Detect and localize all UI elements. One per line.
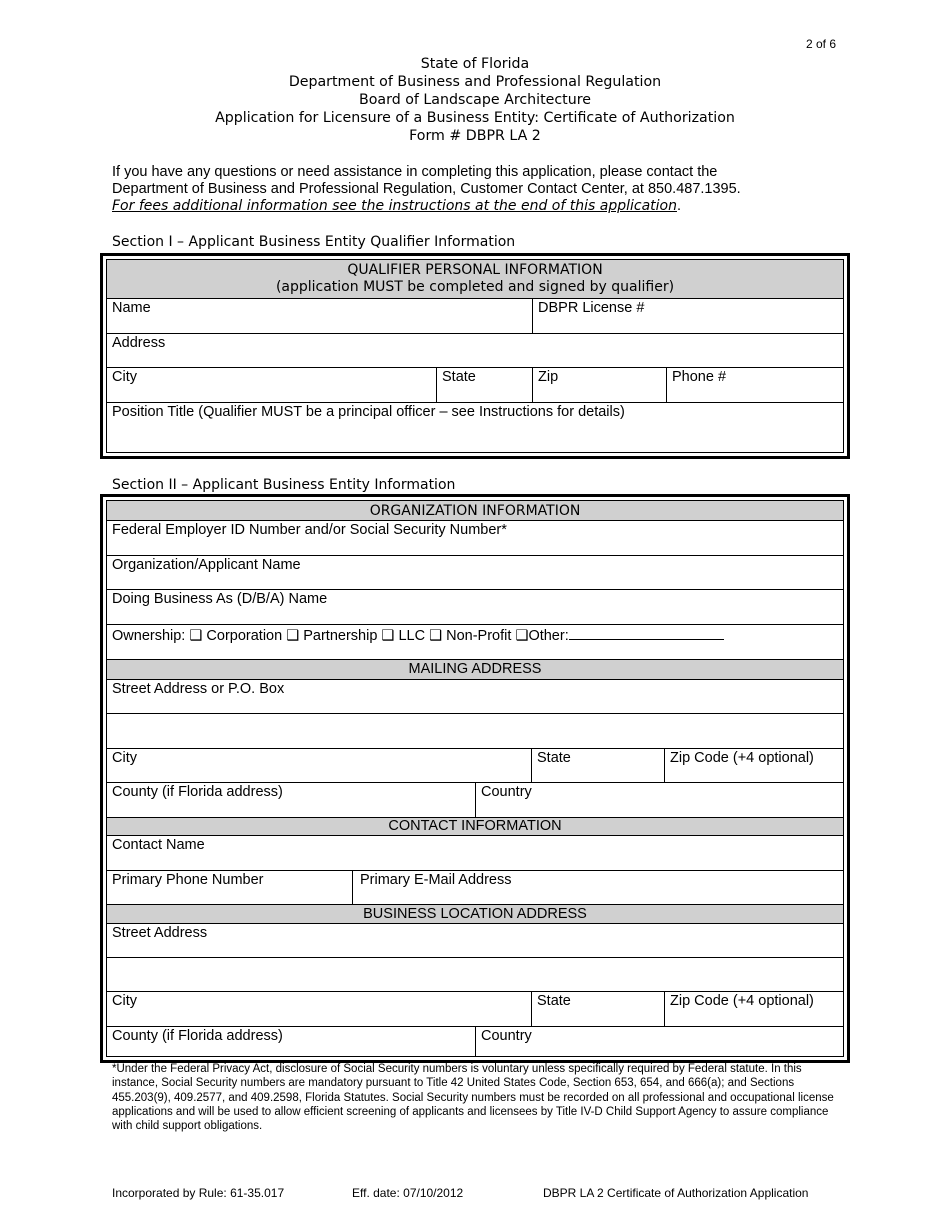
footer-form-name: DBPR LA 2 Certificate of Authorization Application [543, 1186, 809, 1200]
mailing-state-label: State [537, 750, 571, 766]
qualifier-city-field[interactable] [107, 368, 436, 402]
form-header [0, 55, 950, 145]
primary-phone-label: Primary Phone Number [112, 872, 264, 888]
footer-eff-date: Eff. date: 07/10/2012 [352, 1186, 464, 1200]
business-street-field[interactable] [107, 924, 843, 957]
qualifier-position-label: Position Title (Qualifier MUST be a principal officer – see Instructions for details) [112, 404, 625, 420]
business-country-field[interactable] [475, 1027, 843, 1056]
intro-text [112, 164, 832, 215]
primary-email-field[interactable] [352, 871, 843, 904]
mailing-country-label: Country [481, 784, 532, 800]
qualifier-row-name [107, 299, 843, 334]
dba-name-label: Doing Business As (D/B/A) Name [112, 591, 328, 607]
fees-info-link: For fees additional information see the instructions at the end of this application [112, 198, 677, 214]
checkbox-icon: ❑ [189, 628, 203, 644]
checkbox-icon: ❑ [515, 628, 529, 644]
business-row-street-2 [107, 958, 843, 992]
mailing-county-label: County (if Florida address) [112, 784, 283, 800]
business-zip-field[interactable] [664, 992, 843, 1026]
qualifier-state-label: State [442, 369, 476, 385]
qualifier-row-city [107, 368, 843, 403]
header-state: State of Florida [420, 56, 530, 72]
mailing-address-heading: MAILING ADDRESS [107, 660, 843, 680]
mailing-street-field[interactable] [107, 680, 843, 713]
contact-info-heading: CONTACT INFORMATION [107, 818, 843, 836]
ownership-corporation-label: Corporation [206, 628, 283, 644]
qualifier-license-label: DBPR License # [538, 300, 645, 316]
business-county-field[interactable] [107, 1027, 475, 1056]
org-row-name [107, 556, 843, 590]
mailing-row-street-2 [107, 714, 843, 749]
page-number: 2 of 6 [806, 37, 837, 51]
mailing-country-field[interactable] [475, 783, 843, 817]
org-row-ownership [107, 625, 843, 660]
section-2-title: Section II – Applicant Business Entity Information [112, 477, 456, 493]
mailing-city-field[interactable] [107, 749, 531, 782]
checkbox-icon: ❑ [381, 628, 395, 644]
qualifier-heading-note: (application MUST be completed and signed by qualifier) [275, 279, 675, 295]
fein-ssn-label: Federal Employer ID Number and/or Social Security Number* [112, 522, 507, 538]
qualifier-heading [107, 260, 843, 299]
qualifier-name-label: Name [112, 300, 151, 316]
contact-row-name [107, 836, 843, 871]
qualifier-city-label: City [112, 369, 137, 385]
section-2-box [100, 494, 850, 1063]
qualifier-phone-field[interactable] [666, 368, 843, 402]
org-row-fein [107, 521, 843, 556]
section-1-title: Section I – Applicant Business Entity Qualifier Information [112, 234, 516, 250]
ownership-llc-label: LLC [398, 628, 426, 644]
org-row-dba [107, 590, 843, 625]
ownership-partnership-checkbox[interactable] [286, 628, 377, 644]
ownership-label: Ownership: [112, 628, 186, 644]
ownership-other-input[interactable] [569, 626, 724, 640]
business-city-label: City [112, 993, 137, 1009]
mailing-row-street [107, 680, 843, 714]
mailing-state-field[interactable] [531, 749, 664, 782]
header-board: Board of Landscape Architecture [359, 92, 591, 108]
intro-line-3 [112, 198, 832, 215]
business-row-street [107, 924, 843, 958]
ownership-other-checkbox[interactable] [515, 628, 568, 644]
mailing-zip-label: Zip Code (+4 optional) [670, 750, 814, 766]
business-row-city [107, 992, 843, 1027]
mailing-row-county [107, 783, 843, 818]
qualifier-license-field[interactable] [532, 299, 843, 333]
qualifier-row-position [107, 403, 843, 452]
business-county-label: County (if Florida address) [112, 1028, 283, 1044]
business-location-heading: BUSINESS LOCATION ADDRESS [107, 905, 843, 924]
mailing-zip-field[interactable] [664, 749, 843, 782]
qualifier-state-field[interactable] [436, 368, 532, 402]
qualifier-phone-label: Phone # [672, 369, 727, 385]
business-city-field[interactable] [107, 992, 531, 1026]
checkbox-icon: ❑ [429, 628, 443, 644]
ownership-llc-checkbox[interactable] [381, 628, 425, 644]
business-state-label: State [537, 993, 571, 1009]
ownership-corporation-checkbox[interactable] [189, 628, 282, 644]
contact-name-field[interactable] [107, 836, 843, 870]
contact-row-phone-email [107, 871, 843, 905]
qualifier-position-field[interactable] [107, 403, 843, 452]
ownership-partnership-label: Partnership [303, 628, 378, 644]
mailing-street-line2-field[interactable] [107, 714, 843, 748]
business-row-county [107, 1027, 843, 1056]
ownership-nonprofit-label: Non-Profit [446, 628, 512, 644]
mailing-city-label: City [112, 750, 137, 766]
mailing-row-city [107, 749, 843, 783]
qualifier-heading-title: QUALIFIER PERSONAL INFORMATION [347, 262, 603, 278]
qualifier-name-field[interactable] [107, 299, 532, 333]
mailing-county-field[interactable] [107, 783, 475, 817]
intro-line-1: If you have any questions or need assistance in completing this application, please contact the [112, 164, 718, 180]
header-form-number: Form # DBPR LA 2 [409, 128, 541, 144]
qualifier-zip-field[interactable] [532, 368, 666, 402]
qualifier-address-label: Address [112, 335, 166, 351]
ownership-other-label: Other: [528, 628, 569, 644]
business-state-field[interactable] [531, 992, 664, 1026]
organization-name-field[interactable] [107, 556, 843, 589]
section-1-box [100, 253, 850, 459]
contact-name-label: Contact Name [112, 837, 205, 853]
organization-name-label: Organization/Applicant Name [112, 557, 301, 573]
header-department: Department of Business and Professional Regulation [288, 74, 662, 90]
checkbox-icon: ❑ [286, 628, 300, 644]
primary-phone-field[interactable] [107, 871, 352, 904]
qualifier-zip-label: Zip [538, 369, 559, 385]
fein-ssn-field[interactable] [107, 521, 843, 555]
header-application-title: Application for Licensure of a Business Entity: Certificate of Authorization [215, 110, 735, 126]
ownership-options [107, 625, 843, 659]
organization-heading: ORGANIZATION INFORMATION [107, 501, 843, 521]
business-street-label: Street Address [112, 925, 208, 941]
primary-email-label: Primary E-Mail Address [360, 872, 512, 888]
qualifier-row-address [107, 334, 843, 368]
business-country-label: Country [481, 1028, 532, 1044]
intro-line-2: Department of Business and Professional Regulation, Customer Contact Center, at 850.487.1395. [112, 181, 741, 197]
business-street-line2-field[interactable] [107, 958, 843, 991]
footer-rule: Incorporated by Rule: 61-35.017 [112, 1186, 285, 1200]
intro-period: . [676, 198, 681, 214]
ownership-nonprofit-checkbox[interactable] [429, 628, 511, 644]
mailing-street-label: Street Address or P.O. Box [112, 681, 285, 697]
business-zip-label: Zip Code (+4 optional) [670, 993, 814, 1009]
qualifier-address-field[interactable] [107, 334, 843, 367]
dba-name-field[interactable] [107, 590, 843, 624]
privacy-act-footnote: *Under the Federal Privacy Act, disclosure of Social Security numbers is voluntary unless specifically required by Federal statute. In this instance, Social Security numbers are mandatory pursuant to Title 42 United States Code, Section 653, 654, and 666(a); and Sections 455.203(9), 409.2577, and 409.2598, Florida Statutes. Social Security numbers must be recorded on all professional and occupational license applications and will be used to allow efficient screening of applicants and licensees by Title IV-D Child Support Agency to assure compliance with child support obligations. [112, 1063, 834, 1133]
